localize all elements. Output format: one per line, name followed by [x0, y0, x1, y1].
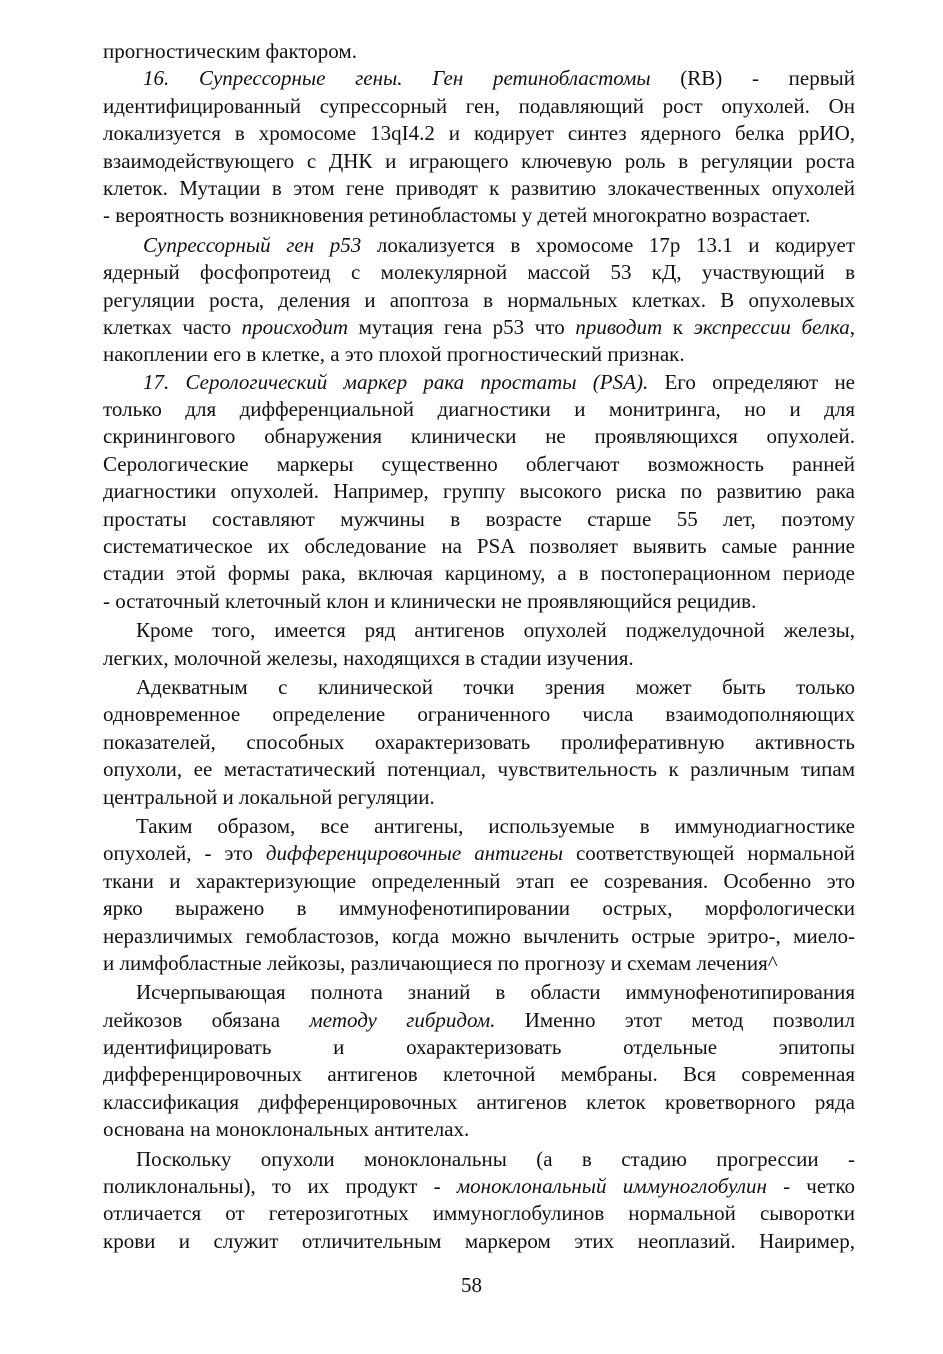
italic-text: 16. Супрессорные гены. Ген ретинобластомы [143, 66, 651, 91]
text-segment: клетках часто [103, 314, 242, 339]
text-line [103, 533, 855, 560]
text-segment: к [662, 314, 694, 339]
italic-text: методу гибридом. [309, 1007, 496, 1032]
text-line [103, 979, 855, 1006]
italic-text: моноклональный иммуноглобулин [456, 1174, 767, 1199]
text-line [103, 1228, 855, 1255]
text-segment: Исчерпывающая полнота знаний в области иммунофенотипирования [136, 980, 855, 1005]
text-segment: основана на моноклональных антителах. [103, 1117, 470, 1142]
text-segment: классификация дифференцировочных антигенов клеток кроветворного ряда [103, 1089, 855, 1114]
italic-text: экспрессии белка [693, 314, 850, 339]
text-line [103, 923, 855, 950]
italic-text: приводит [575, 314, 663, 339]
text-line [103, 232, 855, 259]
text-line [103, 840, 855, 867]
text-line [103, 1116, 855, 1143]
text-line [103, 38, 855, 65]
text-line [103, 1061, 855, 1088]
body-text [103, 38, 855, 1255]
text-segment: Кроме того, имеется ряд антигенов опухолей поджелудочной железы, [136, 618, 855, 643]
text-segment: ядерный фосфопротеид с молекулярной массой 53 кД, участвующий в [103, 260, 855, 285]
text-segment: и лимфобластные лейкозы, различающиеся по прогнозу и схемам лечения^ [103, 950, 778, 975]
text-segment: мутация гена р53 что [348, 314, 576, 339]
text-line [103, 478, 855, 505]
text-segment: стадии этой формы рака, включая карциному, а в постоперационном периоде [103, 561, 855, 586]
text-line [103, 287, 855, 314]
text-segment: прогностическим фактором. [103, 39, 357, 63]
text-line [103, 341, 855, 368]
text-line [103, 950, 855, 977]
text-segment: неразличимых гемобластозов, когда можно вычленить острые эритро-, миело- [103, 923, 855, 948]
text-line [103, 314, 855, 341]
text-segment: поликлональны), то их продукт - [103, 1174, 457, 1199]
page-number: 58 [461, 1273, 482, 1297]
text-segment: опухолей, - это [103, 841, 266, 866]
text-line [103, 813, 855, 840]
text-segment: локализуется в хромосоме 17р 13.1 и кодирует [361, 232, 856, 257]
text-line [103, 120, 855, 147]
text-segment: простаты составляют мужчины в возрасте старше 55 лет, поэтому [103, 506, 855, 531]
text-segment: идентифицировать и охарактеризовать отдельные эпитопы [103, 1035, 855, 1060]
text-line [103, 65, 855, 92]
text-line [103, 617, 855, 644]
text-segment: ткани и характеризующие определенный этап ее созревания. Особенно это [103, 868, 855, 893]
text-line [103, 1173, 855, 1200]
text-segment: ярко выражено в иммунофенотипировании острых, морфологически [103, 896, 855, 921]
text-segment: скринингового обнаружения клинически не проявляющихся опухолей. [103, 424, 855, 449]
text-line [103, 588, 855, 615]
text-line [103, 93, 855, 120]
text-segment: показателей, способных охарактеризовать пролиферативную активность [103, 729, 855, 754]
text-line [103, 423, 855, 450]
text-line [103, 674, 855, 701]
text-segment: клеток. Мутации в этом гене приводят к развитию злокачественных опухолей [103, 175, 855, 200]
text-segment: локализуется в хромосоме 13qI4.2 и кодирует синтез ядерного белка ррИО, [103, 121, 855, 146]
text-segment: - вероятность возникновения ретинобластомы у детей многократно возрастает. [103, 203, 811, 228]
text-segment: одновременное определение ограниченного числа взаимодополняющих [103, 702, 855, 727]
text-segment: соответствующей нормальной [562, 841, 855, 866]
text-line [103, 560, 855, 587]
text-line [103, 148, 855, 175]
text-segment: только для дифференциальной диагностики и монитринга, но и для [103, 397, 855, 422]
text-segment: регуляции роста, деления и апоптоза в нормальных клетках. В опухолевых [103, 287, 855, 312]
text-line [103, 175, 855, 202]
text-line [103, 1089, 855, 1116]
text-segment: накоплении его в клетке, а это плохой прогностический признак. [103, 342, 685, 367]
text-segment: опухоли, ее метастатический потенциал, чувствительность к различным типам [103, 757, 855, 782]
text-line [103, 259, 855, 286]
text-segment: Его определяют не [648, 369, 855, 394]
text-segment: (RB) - первый [650, 66, 855, 91]
text-line [103, 645, 855, 672]
text-line [103, 756, 855, 783]
text-line [103, 1146, 855, 1173]
text-segment: Серологические маркеры существенно облегчают возможность ранней [103, 451, 855, 476]
text-line [103, 369, 855, 396]
text-segment: центральной и локальной регуляции. [103, 784, 435, 809]
text-segment: Именно этот метод позволил [495, 1007, 856, 1032]
text-line [103, 895, 855, 922]
text-line [103, 396, 855, 423]
italic-text: дифференцировочные антигены [265, 841, 563, 866]
text-line [103, 868, 855, 895]
text-segment: систематическое их обследование на PSA позволяет выявить самые ранние [103, 534, 855, 559]
text-line [103, 784, 855, 811]
text-segment: диагностики опухолей. Например, группу высокого риска по развитию рака [103, 479, 855, 504]
text-segment: лейкозов обязана [103, 1007, 310, 1032]
text-segment: Таким образом, все антигены, используемые в иммунодиагностике [136, 813, 855, 838]
italic-text: Супрессорный ген р53 [143, 232, 362, 257]
italic-text: происходит [241, 314, 349, 339]
text-segment: крови и служит отличительным маркером этих неоплазий. Наиример, [103, 1228, 855, 1253]
text-line [103, 202, 855, 229]
text-segment: - остаточный клеточный клон и клинически не проявляющийся рецидив. [103, 588, 757, 613]
text-line [103, 701, 855, 728]
text-segment: дифференцировочных антигенов клеточной мембраны. Вся современная [103, 1062, 855, 1087]
text-line [103, 1007, 855, 1034]
text-segment: отличается от гетерозиготных иммуноглобулинов нормальной сыворотки [103, 1201, 855, 1226]
italic-text: 17. Серологический маркер рака простаты (PSA). [143, 369, 649, 394]
text-segment: идентифицированный супрессорный ген, подавляющий рост опухолей. Он [103, 93, 855, 118]
text-line [103, 506, 855, 533]
text-line [103, 1200, 855, 1227]
text-segment: взаимодействующего с ДНК и играющего ключевую роль в регуляции роста [103, 148, 855, 173]
text-line [103, 729, 855, 756]
text-segment: Адекватным с клинической точки зрения может быть только [136, 674, 855, 699]
text-segment: - четко [766, 1174, 855, 1199]
text-segment: Поскольку опухоли моноклональны (а в стадию прогрессии - [136, 1146, 855, 1171]
text-segment: легких, молочной железы, находящихся в стадии изучения. [103, 645, 634, 670]
text-line [103, 451, 855, 478]
text-line [103, 1034, 855, 1061]
text-segment: , [849, 314, 856, 339]
